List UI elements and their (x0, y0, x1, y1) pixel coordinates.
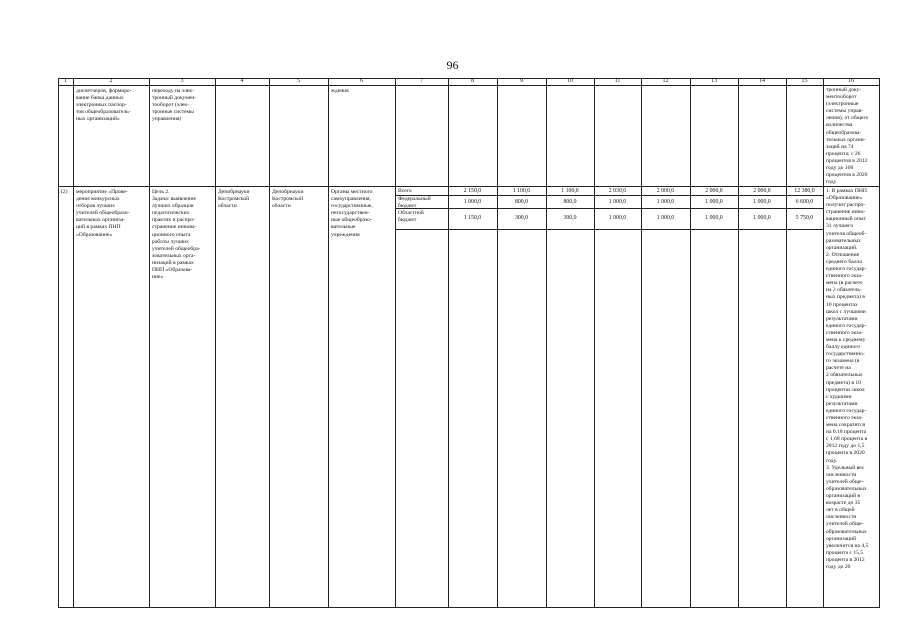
funding-federal-value: 1 000,0 (656, 199, 675, 205)
funding-regional-value: 1 000,0 (753, 215, 771, 221)
col-border-14 (786, 78, 787, 608)
col-border-15 (823, 78, 824, 608)
funding-federal-value: 800,0 (563, 199, 577, 205)
row-b-goal: Цель 2. Задача: выявление лучших образцов педагогических практик и распро- странение иннова- ционного опыта работы лучших учителей общеобра- зовательных орга- низаций в рамках ПНП «Образова- ние» (152, 189, 201, 281)
col-border-5 (328, 78, 329, 608)
funding-regional-value: 300,0 (563, 215, 577, 221)
row-b-result: 1. В рамках ПНП «Образование» получит распро- странение инно- вационный опыт 31 лучшего учителя общеоб- разовательных организаций. 2. Отношение среднего балла единого государ- ственного экза- мена (в расчете на 2 обязатель- ных предмета) в 10 процентах школ с лучшими результатами единого государ- ственного экза- мена к среднему баллу единого государственно- го экзамена (в расчете на 2 обязательных предмета) в 10 процентах школ с худшими результатами единого государ- ственного экза- мена сократится на 0,18 процента с 1,68 процента в 2012 году до 1,5 процента в 2020 году. 3. Удельный вес численности учителей обще- образовательных организаций в возрасте до 35 лет в общей численности учителей обще- образовательных организаций увеличится на 4,5 процента с 15,5 процента в 2012 году до 20 (826, 188, 869, 570)
header-col-9: 9 (520, 78, 523, 84)
funding-federal-value: 1 000,0 (608, 199, 627, 205)
header-col-14: 14 (759, 78, 765, 84)
funding-federal-value: 800,0 (514, 199, 529, 205)
col-border-6 (395, 78, 396, 608)
col-border-16 (879, 78, 880, 608)
col-border-12 (690, 78, 691, 608)
funding-source-regional: Областной бюджет (398, 210, 424, 224)
funding-federal-value: 1 000,0 (753, 199, 771, 205)
col-border-11 (641, 78, 642, 608)
funding-source-total: Всего (398, 188, 412, 194)
funding-row-separator-3 (395, 229, 823, 230)
funding-row-separator-2 (395, 208, 823, 209)
col-border-4 (269, 78, 270, 608)
funding-total-value: 2 030,0 (608, 188, 627, 194)
header-col-5: 5 (297, 78, 300, 84)
row-a-activity: диспетчеров, формиро- вание банка данных электронных паспор- тов общеобразователь- ных организаций» (76, 88, 132, 123)
funding-regional-value: 1 000,0 (705, 215, 723, 221)
funding-federal-value: 1 000,0 (463, 199, 482, 205)
header-col-15: 15 (801, 78, 808, 84)
funding-total-value: 2 000,0 (705, 188, 723, 194)
header-col-6: 6 (360, 78, 363, 84)
funding-regional-value: 1 000,0 (608, 215, 627, 221)
row-separator (58, 186, 880, 187)
header-bottom-border (58, 85, 880, 86)
header-col-4: 4 (240, 78, 244, 84)
funding-regional-value: 1 000,0 (656, 215, 675, 221)
funding-total-value: 2 150,0 (463, 188, 482, 194)
header-col-2: 2 (109, 78, 113, 84)
funding-regional-value: 1 150,0 (463, 215, 482, 221)
funding-regional-sum: 5 750,0 (795, 215, 814, 221)
row-a-goal: переходу на элек- тронный докумен- тооборот (элек- тронные системы управления) (152, 88, 197, 123)
row-a-result: тронный доку- ментооборот (электронные системы управ- ления), от общего количества общеобразова- тельных органи- заций на 74 процента; с 26 процентов в 2012 году до 100 процентов в 2020 году (826, 87, 869, 186)
col-border-2 (149, 78, 150, 608)
header-col-13: 13 (711, 78, 717, 84)
header-col-12: 12 (662, 78, 669, 84)
header-col-10: 10 (567, 78, 573, 84)
row-b-coordinator: Депобрнауки Костромской области (272, 189, 304, 210)
funding-total-sum: 12 380,0 (794, 188, 815, 194)
funding-total-value: 1 100,0 (561, 188, 579, 194)
row-a-participants: ждения (331, 88, 349, 94)
row-b-number: 12) (60, 189, 68, 195)
row-b-responsible: Депобрнауки Костромской области (218, 189, 250, 210)
row-b-participants: Органы местного самоуправления, государственные, негосударствен- ные общеобразо- вательные учреждения (331, 189, 373, 238)
col-border-10 (594, 78, 595, 608)
funding-regional-value: 300,0 (514, 215, 529, 221)
page-number: 96 (446, 58, 459, 72)
table-bottom-border (58, 607, 880, 608)
funding-federal-value: 1 000,0 (705, 199, 723, 205)
header-col-1: 1 (64, 78, 67, 84)
header-col-3: 3 (180, 78, 184, 84)
col-border-7 (448, 78, 449, 608)
col-border-13 (738, 78, 739, 608)
funding-total-value: 2 000,0 (753, 188, 771, 194)
funding-total-value: 2 000,0 (656, 188, 675, 194)
col-border-0 (58, 78, 59, 608)
header-col-8: 8 (471, 78, 474, 84)
col-border-9 (546, 78, 547, 608)
funding-row-separator-1 (395, 195, 823, 196)
header-col-11: 11 (614, 78, 621, 84)
row-b-activity: мероприятие «Прове- дение конкурсных отборов лучших учителей общеобразо- вательных организа- ций в рамках ПНП «Образование» (76, 189, 130, 238)
col-border-1 (73, 78, 74, 608)
header-col-7: 7 (420, 78, 423, 84)
header-col-16: 16 (848, 78, 854, 84)
col-border-8 (497, 78, 498, 608)
funding-federal-sum: 6 600,0 (795, 199, 814, 205)
funding-total-value: 1 100,0 (512, 188, 531, 194)
col-border-3 (215, 78, 216, 608)
program-table (58, 78, 880, 608)
funding-source-federal: Федеральный бюджет (398, 196, 431, 209)
